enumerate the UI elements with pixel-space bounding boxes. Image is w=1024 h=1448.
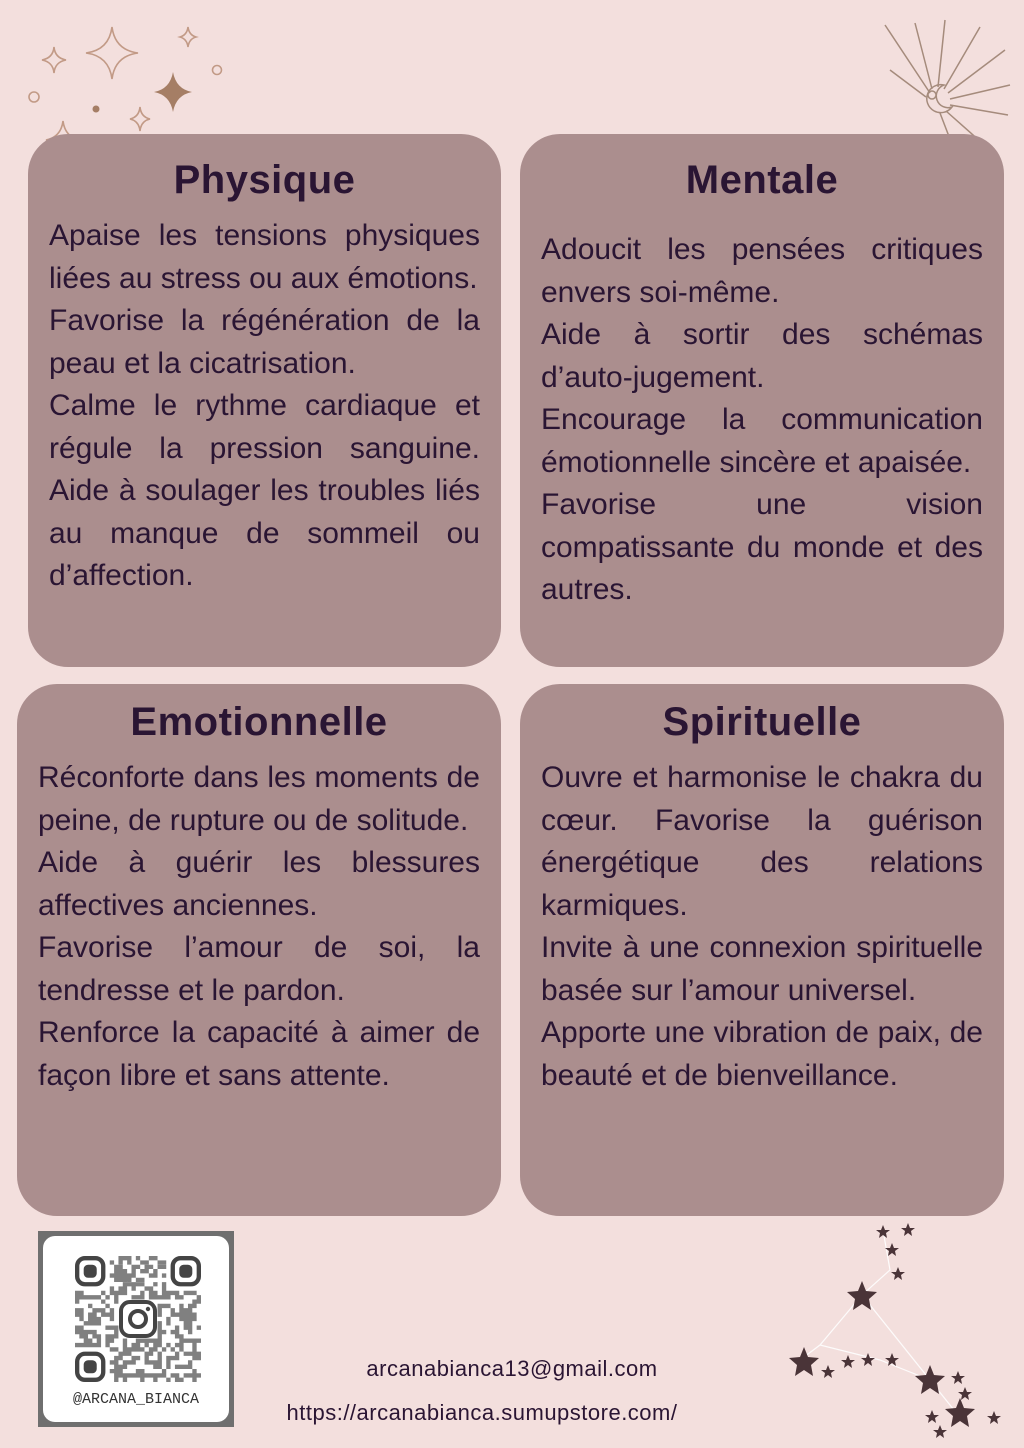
- card-emotionnelle: [17, 684, 501, 1216]
- card-body-mentale: [520, 203, 1004, 612]
- card-title-emotionnelle: Emotionnelle: [130, 700, 388, 744]
- instagram-handle[interactable]: @ARCANA_BIANCA: [72, 1391, 200, 1408]
- constellation-icon: [780, 1215, 1010, 1440]
- email-link[interactable]: arcanabianca13@gmail.com: [366, 1356, 658, 1381]
- paragraph: Apporte une vibration de paix, de beauté et de bienveillance.: [541, 1016, 983, 1092]
- instagram-qr-card[interactable]: [38, 1231, 234, 1427]
- paragraph: Réconforte dans les moments de peine, de rupture ou de solitude.: [38, 761, 480, 837]
- paragraph: Apaise les tensions physiques liées au stress ou aux émotions.: [49, 219, 480, 295]
- card-title-physique: Physique: [173, 158, 356, 202]
- paragraph: Aide à guérir les blessures affectives anciennes.: [38, 846, 480, 922]
- instagram-icon: [121, 1302, 155, 1336]
- card-spirituelle: [520, 684, 1004, 1216]
- card-body-spirituelle: [520, 745, 1004, 1097]
- paragraph: Invite à une connexion spirituelle basée sur l’amour universel.: [541, 931, 983, 1007]
- paragraph: Ouvre et harmonise le chakra du cœur. Favorise la guérison énergétique des relations karmiques.: [541, 761, 983, 922]
- paragraph: Favorise une vision compatissante du monde et des autres.: [541, 488, 983, 606]
- paragraph: Favorise l’amour de soi, la tendresse et le pardon.: [38, 931, 480, 1007]
- paragraph: Renforce la capacité à aimer de façon libre et sans attente.: [38, 1016, 480, 1092]
- card-mentale: [520, 134, 1004, 667]
- paragraph: Calme le rythme cardiaque et régule la pression sanguine. Aide à soulager les troubles liés au manque de sommeil ou d’affection.: [49, 389, 480, 592]
- card-title-spirituelle: Spirituelle: [662, 700, 862, 744]
- card-body-emotionnelle: [17, 745, 501, 1097]
- qr-frame: [43, 1236, 229, 1422]
- qr-finder-pattern: [173, 1258, 199, 1284]
- paragraph: Favorise la régénération de la peau et la cicatrisation.: [49, 304, 480, 380]
- card-physique: [28, 134, 501, 667]
- qr-finder-pattern: [77, 1258, 103, 1284]
- website-link[interactable]: https://arcanabianca.sumupstore.com/: [286, 1400, 678, 1425]
- paragraph: Encourage la communication émotionnelle sincère et apaisée.: [541, 403, 983, 479]
- paragraph: Adoucit les pensées critiques envers soi-même.: [541, 233, 983, 309]
- card-body-physique: [28, 203, 501, 598]
- card-title-mentale: Mentale: [685, 158, 839, 202]
- paragraph: Aide à sortir des schémas d’auto-jugement.: [541, 318, 983, 394]
